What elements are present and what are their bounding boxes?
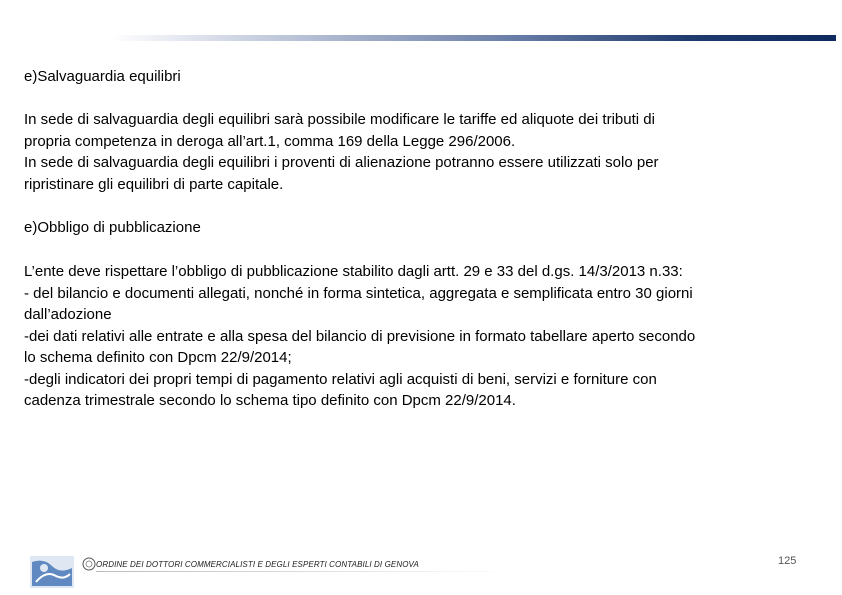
order-logo-icon [30, 556, 74, 588]
section-title-pubblicazione: e)Obbligo di pubblicazione [24, 219, 201, 236]
paragraph-line: -dei dati relativi alle entrate e alla spesa del bilancio di previsione in formato tabellare aperto secondo [24, 327, 696, 345]
header-accent-bar [110, 35, 836, 41]
footer-divider [96, 571, 516, 572]
paragraph-line: propria competenza in deroga all’art.1, comma 169 della Legge 296/2006. [24, 132, 516, 150]
paragraph-line: In sede di salvaguardia degli equilibri sarà possibile modificare le tariffe ed aliquote dei tributi di [24, 111, 655, 128]
paragraph-line: In sede di salvaguardia degli equilibri i proventi di alienazione potranno essere utilizzati solo per [24, 154, 659, 171]
paragraph-line: L’ente deve rispettare l’obbligo di pubblicazione stabilito dagli artt. 29 e 33 del d.gs. 14/3/2013 n.33: [24, 263, 683, 280]
pubblicazione-paragraph [24, 261, 831, 412]
footer-organization: ORDINE DEI DOTTORI COMMERCIALISTI E DEGLI ESPERTI CONTABILI DI GENOVA [96, 560, 419, 569]
paragraph-line: -degli indicatori dei propri tempi di pagamento relativi agli acquisti di beni, servizi e forniture con [24, 370, 657, 388]
paragraph-line: lo schema definito con Dpcm 22/9/2014; [24, 349, 292, 366]
paragraph-line: cadenza trimestrale secondo lo schema tipo definito con Dpcm 22/9/2014. [24, 392, 516, 409]
paragraph-line: - del bilancio e documenti allegati, nonché in forma sintetica, aggregata e semplificata entro 30 giorni [24, 284, 693, 302]
paragraph-line: ripristinare gli equilibri di parte capitale. [24, 175, 284, 193]
seal-emblem-icon [82, 557, 96, 571]
section-title-salvaguardia: e)Salvaguardia equilibri [24, 68, 181, 85]
paragraph-line: dall’adozione [24, 306, 112, 323]
page-number: 125 [778, 555, 797, 567]
salvaguardia-paragraph [24, 109, 831, 195]
